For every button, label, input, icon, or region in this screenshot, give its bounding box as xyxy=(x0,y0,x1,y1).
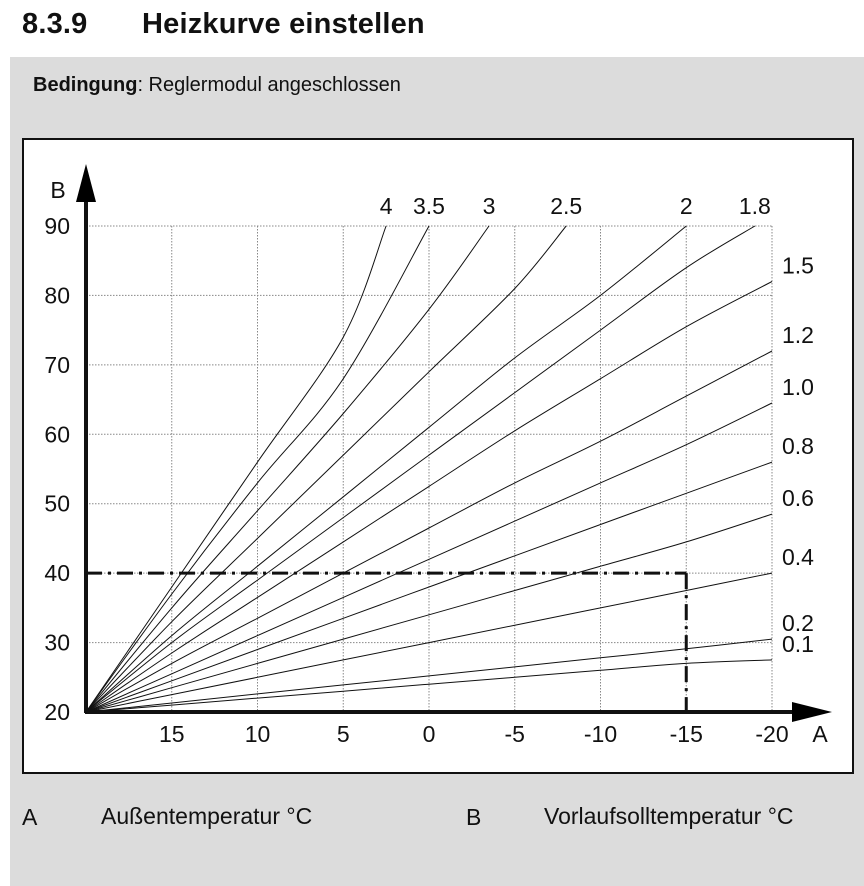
legend-key-b: B xyxy=(466,804,482,830)
curve-label: 0.8 xyxy=(782,433,814,460)
y-tick-label: 30 xyxy=(44,629,70,656)
heating-curve-4 xyxy=(86,226,386,712)
curve-label: 3.5 xyxy=(413,193,445,219)
curve-label: 3 xyxy=(482,193,496,219)
heating-curve-1-2 xyxy=(86,351,772,712)
curve-label: 1.8 xyxy=(738,193,771,219)
section-number: 8.3.9 xyxy=(22,7,88,40)
x-tick-label: -10 xyxy=(583,721,618,747)
heating-curve-2-5 xyxy=(86,226,566,712)
x-tick-label: 0 xyxy=(422,721,436,747)
curve-label: 0.1 xyxy=(782,630,814,657)
chart-frame xyxy=(22,138,854,774)
y-tick-label: 50 xyxy=(44,490,70,517)
x-tick-label: -20 xyxy=(755,721,789,747)
curve-label: 1.2 xyxy=(782,321,814,348)
curve-label: 2 xyxy=(679,193,693,219)
condition-label: Bedingung xyxy=(33,74,138,96)
y-tick-label: 40 xyxy=(44,560,70,587)
y-tick-label: 90 xyxy=(44,213,70,239)
x-tick-label: 10 xyxy=(244,721,271,747)
curve-label: 1.0 xyxy=(782,374,814,401)
curve-label: 0.2 xyxy=(782,610,814,637)
x-tick-label: 5 xyxy=(336,721,350,747)
curve-label: 4 xyxy=(379,193,393,219)
heating-curve-1-8 xyxy=(86,226,755,712)
x-tick-label: -15 xyxy=(669,721,703,747)
y-tick-label: 20 xyxy=(44,699,70,725)
condition-text: : Reglermodul angeschlossen xyxy=(137,74,401,96)
condition-note xyxy=(33,74,401,97)
y-axis-label: B xyxy=(50,177,66,203)
curve-label: 2.5 xyxy=(550,193,583,219)
y-tick-label: 60 xyxy=(44,421,70,448)
legend-key-a: A xyxy=(22,804,38,830)
section-heading xyxy=(22,4,425,44)
grid xyxy=(86,226,772,712)
y-tick-label: 80 xyxy=(44,282,70,309)
y-axis-arrow xyxy=(76,164,96,202)
section-title: Heizkurve einstellen xyxy=(142,7,425,40)
curve-label: 0.6 xyxy=(782,485,814,512)
x-axis-label: A xyxy=(812,721,828,747)
curve-label: 1.5 xyxy=(782,252,814,279)
heating-curve-chart xyxy=(24,140,852,772)
y-tick-label: 70 xyxy=(44,351,70,378)
x-axis-arrow xyxy=(792,702,832,722)
curve-label: 0.4 xyxy=(782,544,814,571)
legend-text-b: Vorlaufsolltemperatur °C xyxy=(544,803,794,829)
curves xyxy=(86,193,814,712)
x-tick-label: 15 xyxy=(158,721,185,747)
legend-text-a: Außentemperatur °C xyxy=(101,803,313,829)
x-tick-label: -5 xyxy=(504,721,525,747)
